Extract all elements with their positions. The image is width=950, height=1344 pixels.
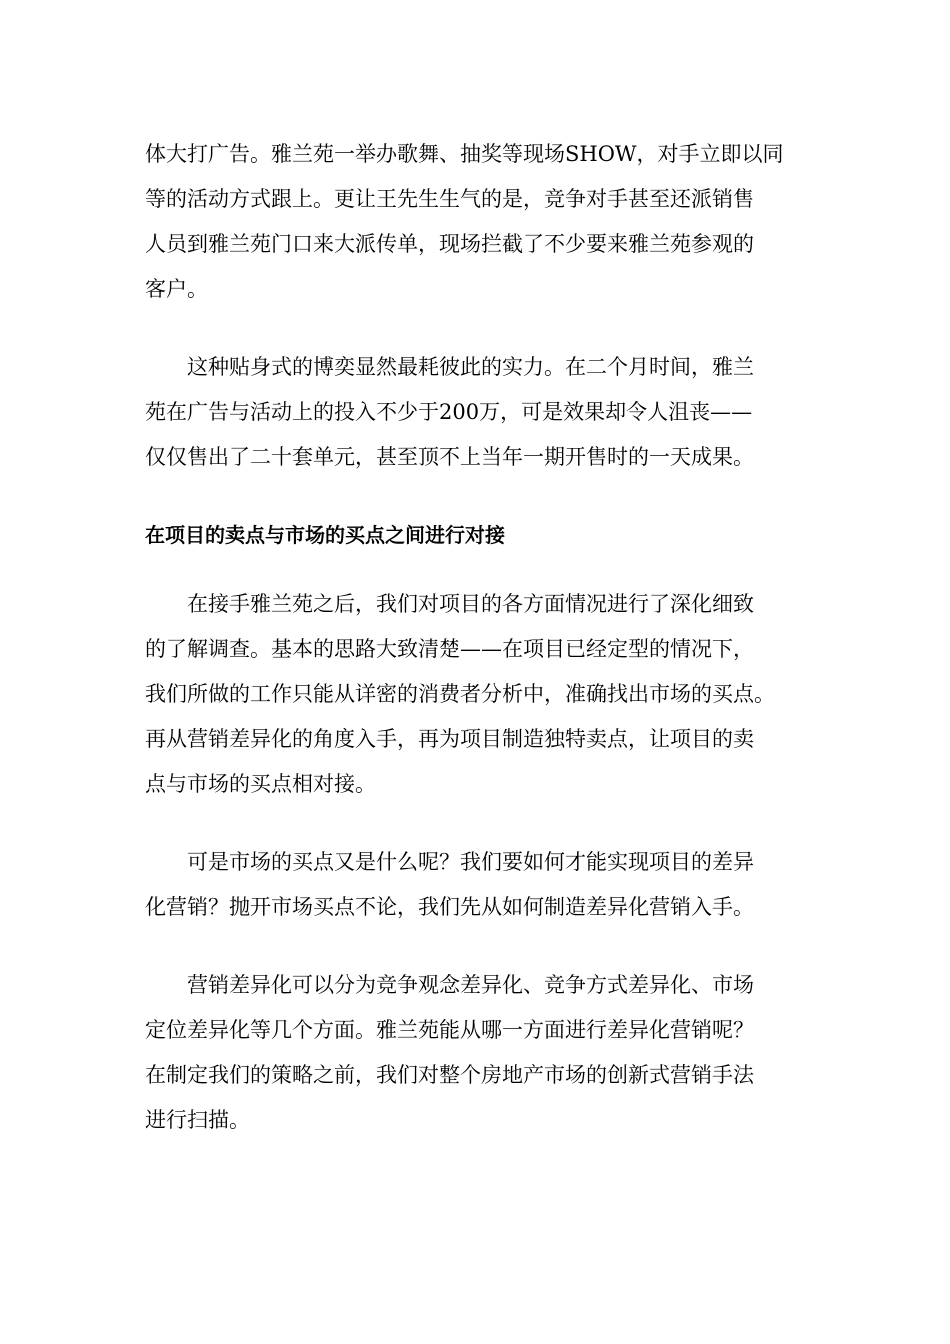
text-line: 等的活动方式跟上。更让王先生生气的是，竞争对手甚至还派销售	[145, 187, 754, 211]
text-line: 进行扫描。	[145, 1108, 250, 1132]
paragraph-5	[145, 963, 805, 1143]
text-line: 可是市场的买点又是什么呢？我们要如何才能实现项目的差异	[145, 850, 754, 874]
text-line: 客户。	[145, 277, 208, 301]
text-line: 化营销？抛开市场买点不论，我们先从如何制造差异化营销入手。	[145, 895, 754, 919]
text-line: 在制定我们的策略之前，我们对整个房地产市场的创新式营销手法	[145, 1063, 754, 1087]
text-line: 在接手雅兰苑之后，我们对项目的各方面情况进行了深化细致	[145, 592, 754, 616]
text-line: 体大打广告。雅兰苑一举办歌舞、抽奖等现场SHOW，对手立即以同	[145, 142, 784, 166]
paragraph-3	[145, 582, 805, 807]
text-line: 这种贴身式的博奕显然最耗彼此的实力。在二个月时间，雅兰	[145, 355, 754, 379]
text-line: 人员到雅兰苑门口来大派传单，现场拦截了不少要来雅兰苑参观的	[145, 232, 754, 256]
paragraph-2	[145, 345, 805, 480]
text-line: 定位差异化等几个方面。雅兰苑能从哪一方面进行差异化营销呢？	[145, 1018, 754, 1042]
text-line: 再从营销差异化的角度入手，再为项目制造独特卖点，让项目的卖	[145, 727, 754, 751]
section-heading: 在项目的卖点与市场的买点之间进行对接	[145, 523, 505, 547]
text-line: 我们所做的工作只能从详密的消费者分析中，准确找出市场的买点。	[145, 682, 775, 706]
text-line: 营销差异化可以分为竞争观念差异化、竞争方式差异化、市场	[145, 973, 754, 997]
paragraph-1	[145, 132, 805, 312]
text-line: 点与市场的买点相对接。	[145, 772, 376, 796]
document-body	[145, 132, 805, 1176]
text-line: 仅仅售出了二十套单元，甚至顶不上当年一期开售时的一天成果。	[145, 445, 754, 469]
text-line: 的了解调查。基本的思路大致清楚——在项目已经定型的情况下，	[145, 637, 754, 661]
paragraph-4	[145, 840, 805, 930]
text-line: 苑在广告与活动上的投入不少于200万，可是效果却令人沮丧——	[145, 400, 753, 424]
